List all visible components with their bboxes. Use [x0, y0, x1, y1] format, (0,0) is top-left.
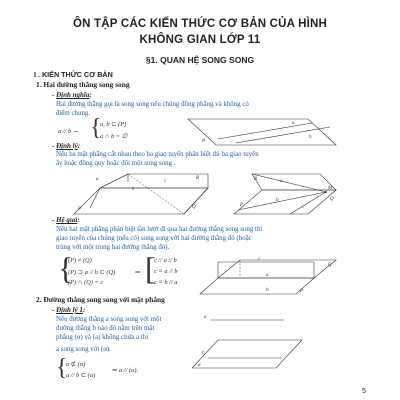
label-b: b: [266, 288, 269, 293]
theorem-text-line1: Nếu ba mặt phẳng cắt nhau theo ba giao tuyến phân biệt thì ba giao tuyến: [56, 151, 259, 158]
label-q: Q: [328, 263, 332, 268]
theorem1-formula-result: ⇒ a // (α).: [112, 367, 139, 374]
label-q: Q: [192, 205, 196, 210]
label-b: b: [276, 198, 279, 203]
label-c: c: [164, 179, 167, 184]
label-b: b: [202, 351, 205, 356]
theorem-label-text: Định lý: [56, 142, 78, 150]
definition-formula-bottom: a ∩ b = ∅: [100, 133, 128, 140]
definition-text-line2: điểm chung.: [56, 110, 91, 117]
line-c: [90, 188, 100, 208]
definition-label: - Định nghĩa:: [52, 91, 92, 99]
corollary-left-brace: {: [58, 250, 74, 286]
label-m: M: [328, 186, 333, 191]
corollary-right-row1: c // a // b: [154, 257, 177, 264]
line-a: [100, 174, 128, 188]
theorem-text-line2: ấy hoặc đồng quy hoặc đôi một song song .: [56, 160, 176, 167]
corollary-figure: [196, 256, 346, 298]
theorem1-figure: [190, 310, 310, 374]
label-r: R: [196, 176, 200, 181]
plane-p-outline: [200, 278, 314, 294]
plane-q-outline: [218, 260, 336, 278]
definition-text-line1: Hai đường thẳng gọi là song song nếu chúng đồng phẳng và không có: [56, 101, 249, 108]
corollary-implies: ⇒: [135, 269, 141, 276]
corollary-text-line1: Nếu hai mặt phẳng phân biệt lần lượt đi qua hai đường thẳng song song thì: [56, 226, 263, 233]
corollary-left-row2: (P) ⊃ a // b ⊂ (Q): [68, 269, 116, 276]
label-a: a: [280, 179, 283, 184]
theorem1-formula-bottom: a // b ⊂ (α): [66, 372, 96, 379]
label-q: Q: [330, 197, 334, 202]
corollary-right-row2: c ≡ a // b: [154, 268, 178, 275]
page-title-line1: ÔN TẬP CÁC KIẾN THỨC CƠ BẢN CỦA HÌNH: [73, 18, 327, 30]
label-r: R: [254, 177, 258, 182]
corollary-text-line2: giao tuyến của chúng (nếu có) song song với hai đường thẳng đó (hoặc: [56, 235, 252, 242]
corollary-left-row3: (P) ∩ (Q) = c: [68, 279, 104, 286]
part-heading: I . KIẾN THỨC CƠ BẢN: [34, 70, 113, 79]
corollary-label-text: Hệ quả: [56, 216, 78, 224]
label-b: b: [132, 187, 135, 192]
theorem-figure-right: [232, 170, 342, 218]
label-a: a: [266, 273, 269, 278]
line-a: [252, 174, 326, 192]
hidden-edge: [128, 174, 184, 214]
label-p: P: [78, 207, 82, 212]
line-a: [218, 123, 312, 139]
label-c: c: [302, 205, 305, 210]
definition-formula-left: a // b ⇔: [58, 128, 80, 135]
line-b: [236, 127, 330, 143]
theorem1-label: - Định lý 1:: [52, 306, 86, 314]
theorem1-line2: đường thẳng b nào đó nằm trên mặt: [56, 325, 155, 332]
label-alpha: α: [198, 363, 201, 368]
point-m: [325, 191, 327, 193]
definition-brace: {: [90, 115, 102, 141]
item2-heading: 2. Đường thẳng song song với mặt phẳng: [36, 295, 165, 304]
label-a: a: [204, 315, 207, 320]
label-a: a: [96, 177, 99, 182]
plane-p-outline: [234, 190, 336, 214]
definition-figure: [196, 115, 346, 150]
label-p: P: [300, 289, 304, 294]
plane-q-outline: [252, 174, 336, 190]
corollary-right-bracket: [: [145, 250, 156, 286]
section-title: §1. QUAN HỆ SONG SONG: [145, 55, 255, 65]
item1-heading: 1. Hai đường thẳng song song: [36, 80, 130, 89]
corollary-text-line3: trùng với một trong hai đường thẳng đó).: [56, 244, 170, 251]
label-a: a: [292, 121, 295, 126]
theorem1-line1: Nếu đường thẳng a song song với một: [56, 316, 162, 323]
plane-alpha-outline: [192, 340, 302, 368]
theorem1-line3: phẳng (α) và (a) không chứa a thì: [56, 334, 149, 341]
plane-p-outline: [188, 119, 336, 145]
theorem-figure-left: [72, 168, 212, 218]
label-p: P: [240, 203, 244, 208]
line-b: [184, 188, 208, 214]
definition-label-text: Định nghĩa: [56, 91, 90, 99]
corollary-left-row1: (P) ≠ (Q): [68, 257, 92, 264]
corollary-right-row3: c ≡ b // a: [154, 279, 178, 286]
line-b: [238, 192, 326, 210]
theorem1-brace: {: [56, 355, 68, 381]
corollary-label: - Hệ quả:: [52, 216, 80, 224]
page-title-line2: KHÔNG GIAN LỚP 11: [139, 34, 261, 46]
theorem1-line4: a song song với (α).: [56, 346, 111, 353]
page-number: 5: [362, 388, 366, 395]
label-b: b: [309, 135, 312, 140]
plane-r-outline: [100, 174, 208, 188]
label-c: c: [258, 257, 261, 262]
definition-formula-top: a, b ⊂ (P): [100, 121, 127, 128]
theorem1-formula-top: a ⊄ (α): [66, 361, 86, 368]
theorem1-label-text: Định lý 1: [56, 306, 83, 314]
label-p: P: [202, 139, 206, 144]
theorem-label: - Định lý:: [52, 142, 81, 150]
